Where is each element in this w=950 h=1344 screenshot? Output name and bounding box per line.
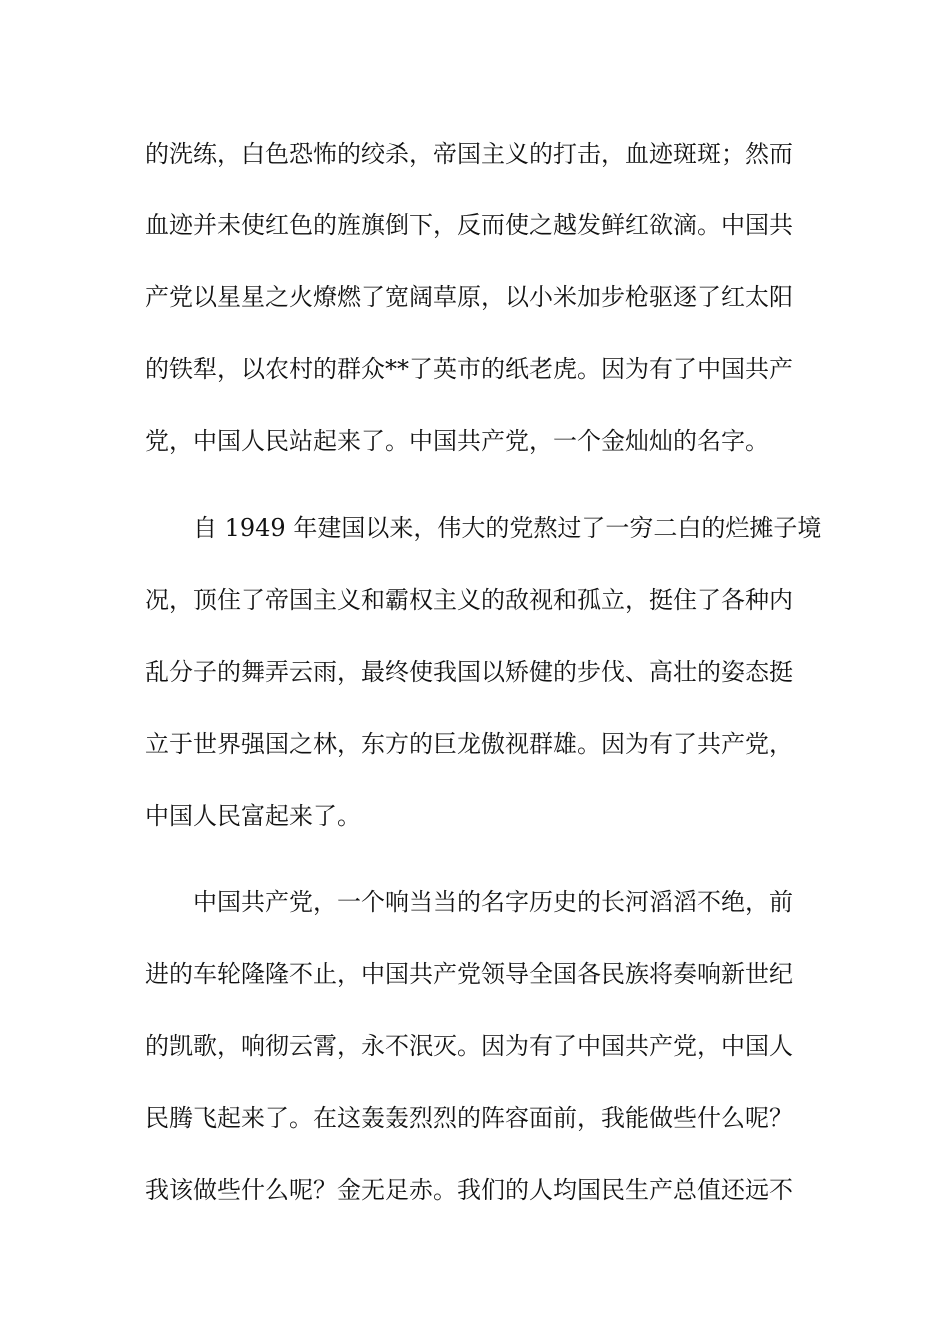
paragraph-2-line-5: 中国人民富起来了。 <box>145 802 361 830</box>
paragraph-2-line-4: 立于世界强国之林，东方的巨龙傲视群雄。因为有了共产党， <box>145 730 793 758</box>
paragraph-3-line-2: 进的车轮隆隆不止，中国共产党领导全国各民族将奏响新世纪 <box>145 960 793 988</box>
paragraph-1-line-2: 血迹并未使红色的旌旗倒下，反而使之越发鲜红欲滴。中国共 <box>145 211 793 239</box>
paragraph-1-line-4: 的铁犁，以农村的群众**了英市的纸老虎。因为有了中国共产 <box>145 355 793 383</box>
paragraph-3-line-3: 的凯歌，响彻云霄，永不泯灭。因为有了中国共产党，中国人 <box>145 1032 793 1060</box>
paragraph-1-line-3: 产党以星星之火燎燃了宽阔草原，以小米加步枪驱逐了红太阳 <box>145 283 793 311</box>
paragraph-2-line-3: 乱分子的舞弄云雨，最终使我国以矫健的步伐、高壮的姿态挺 <box>145 658 793 686</box>
paragraph-3-line-5: 我该做些什么呢？金无足赤。我们的人均国民生产总值还远不 <box>145 1176 793 1204</box>
paragraph-2-line-2: 况，顶住了帝国主义和霸权主义的敌视和孤立，挺住了各种内 <box>145 586 793 614</box>
paragraph-1-line-1: 的洗练，白色恐怖的绞杀，帝国主义的打击，血迹斑斑；然而 <box>145 140 793 168</box>
paragraph-2-line-1: 自 1949 年建国以来，伟大的党熬过了一穷二白的烂摊子境 <box>193 514 822 542</box>
paragraph-3-line-1: 中国共产党，一个响当当的名字历史的长河滔滔不绝，前 <box>193 888 793 916</box>
paragraph-1-line-5: 党，中国人民站起来了。中国共产党，一个金灿灿的名字。 <box>145 427 769 455</box>
paragraph-3-line-4: 民腾飞起来了。在这轰轰烈烈的阵容面前，我能做些什么呢？ <box>145 1104 793 1132</box>
